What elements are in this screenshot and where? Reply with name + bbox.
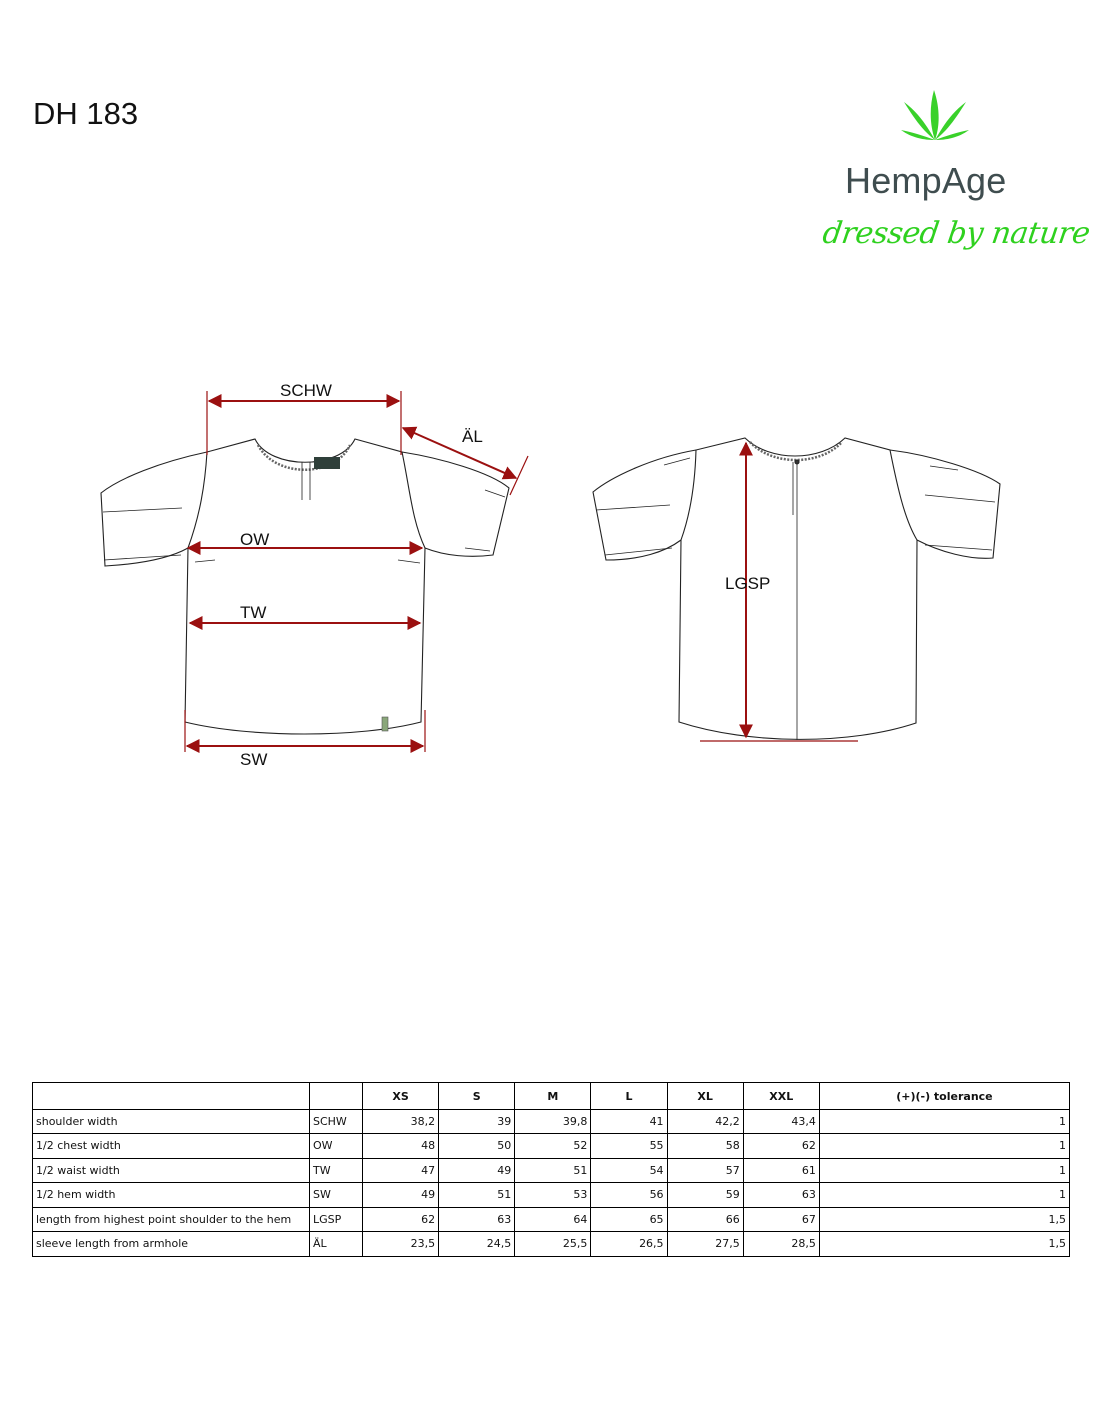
header-cell-m: M — [515, 1083, 591, 1110]
row-description: 1/2 waist width — [33, 1158, 310, 1183]
hemp-leaf-icon — [900, 88, 970, 143]
sw-label: SW — [240, 750, 268, 769]
value-cell: 38,2 — [363, 1109, 439, 1134]
value-cell: 61 — [743, 1158, 819, 1183]
back-center-seam — [793, 462, 797, 740]
tolerance-cell: 1 — [819, 1134, 1069, 1159]
table-row — [33, 1158, 1070, 1183]
front-view — [101, 439, 509, 734]
header-cell — [310, 1083, 363, 1110]
value-cell: 51 — [515, 1158, 591, 1183]
value-cell: 28,5 — [743, 1232, 819, 1257]
value-cell: 63 — [439, 1207, 515, 1232]
value-cell: 47 — [363, 1158, 439, 1183]
row-code: SCHW — [310, 1109, 363, 1134]
schw-label: SCHW — [280, 381, 332, 400]
value-cell: 24,5 — [439, 1232, 515, 1257]
hem-label-tag — [382, 717, 388, 731]
value-cell: 41 — [591, 1109, 667, 1134]
value-cell: 55 — [591, 1134, 667, 1159]
row-description: 1/2 hem width — [33, 1183, 310, 1208]
value-cell: 53 — [515, 1183, 591, 1208]
brand-name: HempAge — [845, 160, 1007, 201]
header-cell-xs: XS — [363, 1083, 439, 1110]
row-code: OW — [310, 1134, 363, 1159]
ow-label: OW — [240, 530, 270, 549]
front-body-outline — [185, 439, 425, 734]
tolerance-cell: 1 — [819, 1109, 1069, 1134]
header-cell-l: L — [591, 1083, 667, 1110]
value-cell: 51 — [439, 1183, 515, 1208]
value-cell: 62 — [743, 1134, 819, 1159]
row-code: LGSP — [310, 1207, 363, 1232]
value-cell: 58 — [667, 1134, 743, 1159]
row-code: SW — [310, 1183, 363, 1208]
table-header-row — [33, 1083, 1070, 1110]
lgsp-label: LGSP — [725, 574, 771, 593]
back-neck-trim — [750, 442, 842, 460]
model-number: DH 183 — [33, 96, 139, 131]
value-cell: 26,5 — [591, 1232, 667, 1257]
table-row — [33, 1109, 1070, 1134]
technical-drawing — [0, 360, 1100, 780]
value-cell: 49 — [363, 1183, 439, 1208]
value-cell: 65 — [591, 1207, 667, 1232]
measurement-labels — [240, 381, 770, 769]
header-cell-tolerance: (+)(-) tolerance — [819, 1083, 1069, 1110]
tw-label: TW — [240, 603, 267, 622]
row-description: sleeve length from armhole — [33, 1232, 310, 1257]
value-cell: 56 — [591, 1183, 667, 1208]
tolerance-cell: 1,5 — [819, 1207, 1069, 1232]
header-cell-s: S — [439, 1083, 515, 1110]
row-description: shoulder width — [33, 1109, 310, 1134]
value-cell: 39,8 — [515, 1109, 591, 1134]
value-cell: 54 — [591, 1158, 667, 1183]
table-row — [33, 1232, 1070, 1257]
value-cell: 43,4 — [743, 1109, 819, 1134]
value-cell: 67 — [743, 1207, 819, 1232]
tolerance-cell: 1 — [819, 1183, 1069, 1208]
front-label-tag — [314, 457, 340, 469]
value-cell: 27,5 — [667, 1232, 743, 1257]
row-code: TW — [310, 1158, 363, 1183]
value-cell: 57 — [667, 1158, 743, 1183]
back-body-outline — [679, 438, 917, 739]
table-row — [33, 1183, 1070, 1208]
value-cell: 50 — [439, 1134, 515, 1159]
back-right-sleeve — [890, 450, 1000, 558]
al-arrow — [403, 428, 516, 478]
value-cell: 49 — [439, 1158, 515, 1183]
back-view — [593, 438, 1000, 740]
value-cell: 64 — [515, 1207, 591, 1232]
row-description: length from highest point shoulder to the hem — [33, 1207, 310, 1232]
value-cell: 52 — [515, 1134, 591, 1159]
measurement-lines — [185, 391, 858, 752]
value-cell: 25,5 — [515, 1232, 591, 1257]
header-cell-xl: XL — [667, 1083, 743, 1110]
table-row — [33, 1207, 1070, 1232]
value-cell: 42,2 — [667, 1109, 743, 1134]
al-label: ÄL — [462, 427, 483, 446]
tolerance-cell: 1 — [819, 1158, 1069, 1183]
tolerance-cell: 1,5 — [819, 1232, 1069, 1257]
row-code: ÄL — [310, 1232, 363, 1257]
header-cell-xxl: XXL — [743, 1083, 819, 1110]
value-cell: 63 — [743, 1183, 819, 1208]
value-cell: 66 — [667, 1207, 743, 1232]
row-description: 1/2 chest width — [33, 1134, 310, 1159]
table-row — [33, 1134, 1070, 1159]
value-cell: 23,5 — [363, 1232, 439, 1257]
hempage-logo — [815, 88, 1092, 278]
header-cell — [33, 1083, 310, 1110]
value-cell: 62 — [363, 1207, 439, 1232]
value-cell: 48 — [363, 1134, 439, 1159]
brand-tagline: dressed by nature — [820, 216, 1092, 251]
value-cell: 59 — [667, 1183, 743, 1208]
value-cell: 39 — [439, 1109, 515, 1134]
size-chart-table — [32, 1082, 1070, 1257]
